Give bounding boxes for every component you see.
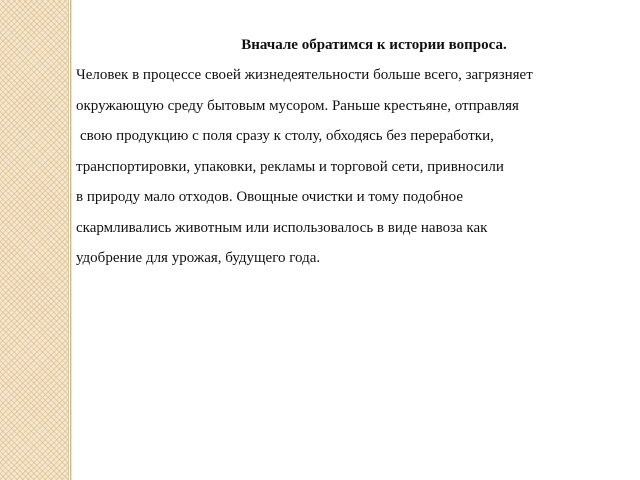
slide-paragraph [76, 60, 632, 274]
paragraph-line: свою продукцию с поля сразу к столу, обходясь без переработки, [80, 128, 494, 144]
side-strip-border [68, 0, 72, 480]
paragraph-line: скармливались животным или использовалось в виде навоза как [76, 219, 488, 236]
paragraph-line: транспортировки, упаковки, рекламы и торговой сети, привносили [76, 158, 504, 175]
paragraph-line: окружающую среду бытовым мусором. Раньше крестьяне, отправляя [76, 97, 519, 114]
decorative-side-strip [0, 0, 68, 480]
paragraph-line: удобрение для урожая, будущего года. [76, 250, 321, 266]
paragraph-line: Человек в процессе своей жизнедеятельности больше всего, загрязняет [76, 67, 533, 83]
paragraph-line: в природу мало отходов. Овощные очистки и тому подобное [76, 189, 463, 205]
slide-content [76, 30, 632, 274]
slide-title: Вначале обратимся к истории вопроса. [241, 37, 507, 53]
